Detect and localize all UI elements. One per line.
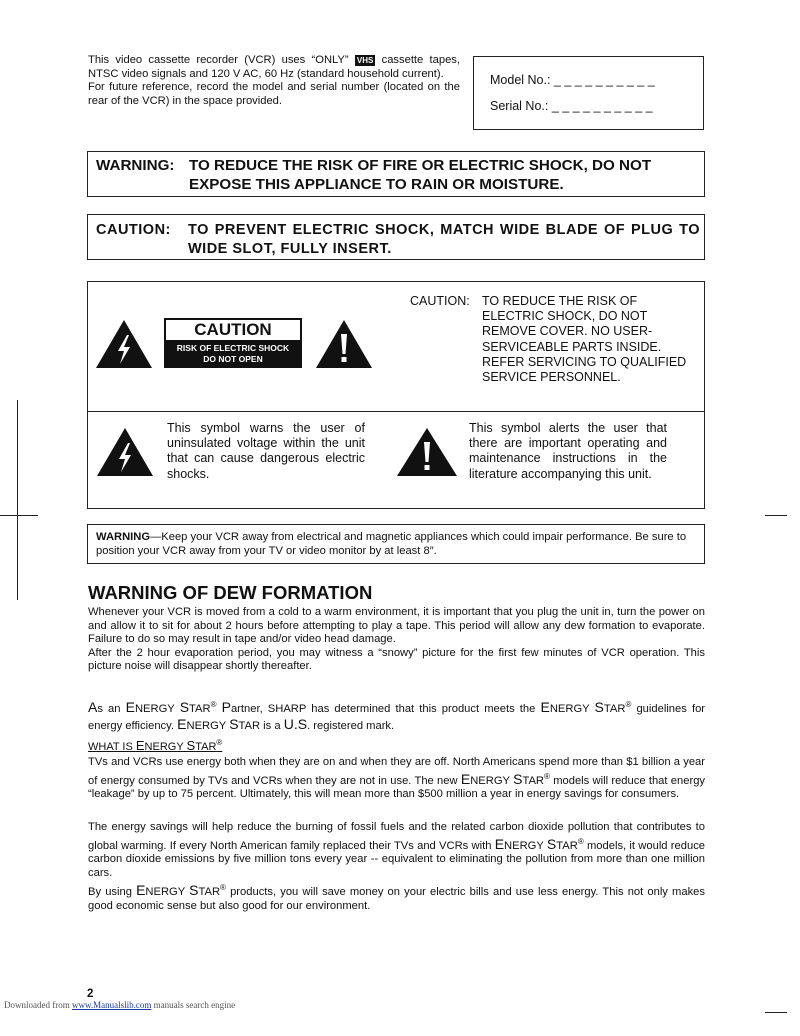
warning-label: WARNING: xyxy=(96,157,175,174)
page-number: 2 xyxy=(87,988,94,1000)
caution-label: CAUTION: xyxy=(96,222,171,238)
crop-mark xyxy=(17,400,18,600)
cover-caution-label: CAUTION: xyxy=(410,294,470,308)
caution-label-subtext: RISK OF ELECTRIC SHOCK DO NOT OPEN xyxy=(176,343,290,364)
manualslib-link[interactable]: www.Manualslib.com xyxy=(71,1000,152,1010)
model-number-field: Model No.: _ _ _ _ _ _ _ _ _ _ xyxy=(490,73,655,87)
placement-warning-text: —Keep your VCR away from electrical and magnetic appliances which could impair performance. Be sure to position your VCR away from your TV or video monitor by at least 8″. xyxy=(96,531,687,557)
model-serial-box xyxy=(473,56,704,130)
lightning-symbol-description: This symbol warns the user of uninsulated voltage within the unit that can cause dangerous electric shocks. xyxy=(167,421,365,481)
exclamation-warning-icon xyxy=(396,427,458,477)
serial-number-field: Serial No.: _ _ _ _ _ _ _ _ _ _ xyxy=(490,99,653,113)
divider xyxy=(88,411,704,412)
exclamation-warning-icon xyxy=(315,319,373,369)
caution-label-heading: CAUTION xyxy=(166,320,300,340)
crop-mark xyxy=(765,1012,787,1013)
energy-star-paragraph-3: By using ENERGY STAR® products, you will save money on your electric bills and use less energy. This not only makes good economic sense but also good for our environment. xyxy=(88,882,705,912)
what-is-energy-star-heading: WHAT IS ENERGY STAR® xyxy=(88,738,223,753)
lightning-warning-icon xyxy=(95,319,153,369)
placement-warning-label: WARNING xyxy=(96,531,151,543)
dew-paragraph: Whenever your VCR is moved from a cold to a warm environment, it is important that you plug the unit in, turn the power on and allow it to sit for about 2 hours before attempting to play a tape. This period will allow any dew formation to evaporate. Failure to do so may result in tape and/or video head damage. After the 2 hour evaporation period, you may witness a “snowy” picture for the first few minutes of VCR operation. This picture noise will disappear shortly thereafter. xyxy=(88,606,705,672)
caution-text: TO PREVENT ELECTRIC SHOCK, MATCH WIDE BLADE OF PLUG TO WIDE SLOT, FULLY INSERT. xyxy=(188,222,700,257)
safety-symbols-box xyxy=(87,281,705,509)
energy-star-paragraph-1: TVs and VCRs use energy both when they are on and when they are off. North Americans spend more than $1 billion a year of energy consumed by TVs and VCRs when they are not in use. The new ENERGY STAR® models will reduce that energy “leakage” by up to 75 percent. Ultimately, this will mean more than $500 million a year in energy savings for consumers. xyxy=(88,756,706,800)
lightning-warning-icon xyxy=(96,427,154,477)
intro-line-1: This video cassette recorder (VCR) uses “ONLY” VHS cassette tapes, NTSC video signals and 120 V AC, 60 Hz (standard household current). xyxy=(88,54,461,80)
crop-mark xyxy=(765,515,787,516)
placement-warning-box xyxy=(87,524,705,564)
energy-star-paragraph-2: The energy savings will help reduce the burning of fossil fuels and the related carbon dioxide pollution that contributes to global warming. If every North American family replaced their TVs and VCRs with ENERGY STAR® models, it would reduce carbon dioxide emissions by five million tons every year -- equivalent to eliminating the pollution from more than one million cars. xyxy=(88,821,706,879)
exclamation-symbol-description: This symbol alerts the user that there are important operating and maintenance instructions in the literature accompanying this unit. xyxy=(469,421,667,481)
dew-section-title: WARNING OF DEW FORMATION xyxy=(88,582,373,603)
cover-caution-text: TO REDUCE THE RISK OF ELECTRIC SHOCK, DO NOT REMOVE COVER. NO USER-SERVICEABLE PARTS INSIDE. REFER SERVICING TO QUALIFIED SERVICE PERSONNEL. xyxy=(482,294,687,385)
caution-risk-label xyxy=(164,318,302,368)
intro-text xyxy=(88,54,460,108)
intro-line-2: For future reference, record the model and serial number (located on the rear of the VCR) in the space provided. xyxy=(88,81,460,107)
plug-caution-box xyxy=(87,214,705,260)
download-footer: Downloaded from www.Manualslib.com manuals search engine xyxy=(4,1000,236,1010)
warning-text: TO REDUCE THE RISK OF FIRE OR ELECTRIC SHOCK, DO NOT EXPOSE THIS APPLIANCE TO RAIN OR MOISTURE. xyxy=(189,157,652,193)
warning-box xyxy=(87,151,705,197)
vhs-logo: VHS xyxy=(356,56,374,65)
crop-mark xyxy=(0,515,38,516)
energy-star-intro: As an ENERGY STAR® Partner, SHARP has determined that this product meets the ENERGY STAR® guidelines for energy efficiency. ENERGY STAR is a U.S. registered mark. xyxy=(88,699,706,732)
